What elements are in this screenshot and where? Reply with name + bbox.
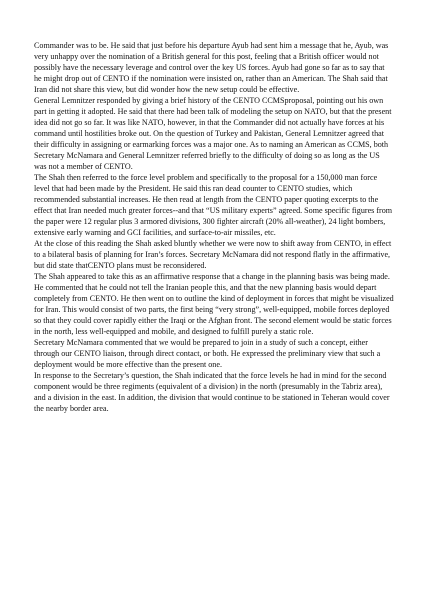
paragraph-mcnamara-study: Secretary McNamara commented that we would be prepared to join in a study of such a concept, either through our CENTO liaison, through direct contact, or both. He expressed the preliminary view that such a deployment would be more effective than the present one. — [34, 338, 381, 369]
paragraph-ayub-message: Commander was to be. He said that just before his departure Ayub had sent him a message that he, Ayub, was very unhappy over the nomination of a British general for this post, feeling that a British officer would not possibly have the necessary leverage and control over the key US forces. Ayub had gone so far as to say that he might drop out of CENTO if the nomination were insisted on, rather than an American. The Shah said that Iran did not share this view, but did wonder how the new setup could be effective. — [34, 41, 389, 94]
paragraph-shift-from-cento: At the close of this reading the Shah asked bluntly whether we were now to shift away from CENTO, in effect to a bilateral basis of planning for Iran’s forces. Secretary McNamara did not respond flatly in the affirmative, but did state thatCENTO plans must be reconsidered. — [34, 239, 392, 270]
document-page — [34, 40, 394, 414]
paragraph-lemnitzer-response: General Lemnitzer responded by giving a brief history of the CENTO CCMSproposal, pointing out his own part in getting it adopted. He said that there had been talk of modeling the setup on NATO, but that the present idea did not go so far. It was like NATO, however, in that the Commander did not actually have forces at his command until hostilities broke out. On the question of Turkey and Pakistan, General Lemnitzer agreed that their difficulty in assigning or earmarking forces was a major one. As to naming an American as CCMS, both Secretary McNamara and General Lemnitzer referred briefly to the difficulty of doing so as long as the US was not a member of CENTO. — [34, 96, 392, 171]
paragraph-force-level-problem: The Shah then referred to the force level problem and specifically to the proposal for a 150,000 man force level that had been made by the President. He said this ran dead counter to CENTO studies, which recommended substantial increases. He then read at length from the CENTO paper quoting excerpts to the effect that Iran needed much greater forces--and that “US military experts” agreed. Some specific figures from the paper were 12 regular plus 3 armored divisions, 300 fighter aircraft (20% all-weather), 24 light bombers, extensive early warning and GCI facilities, and surface-to-air missiles, etc. — [34, 173, 393, 237]
paragraph-force-levels-answer: In response to the Secretary’s question, the Shah indicated that the force levels he had in mind for the second component would be three regiments (equivalent of a division) in the north (presumably in the Tabriz area), and a division in the east. In addition, the division that would continue to be stationed in Teheran would cover the nearby border area. — [34, 371, 390, 413]
paragraph-deployment-outline: The Shah appeared to take this as an affirmative response that a change in the planning basis was being made. He commented that he could not tell the Iranian people this, and that the new planning basis would depart completely from CENTO. He then went on to outline the kind of deployment in forces that might be visualized for Iran. This would consist of two parts, the first being “very strong”, well-equipped, mobile forces deployed so that they could cover rapidly either the Iraqi or the Afghan front. The second element would be static forces in the north, less well-equipped and mobile, and designed to fulfill purely a static role. — [34, 272, 394, 336]
